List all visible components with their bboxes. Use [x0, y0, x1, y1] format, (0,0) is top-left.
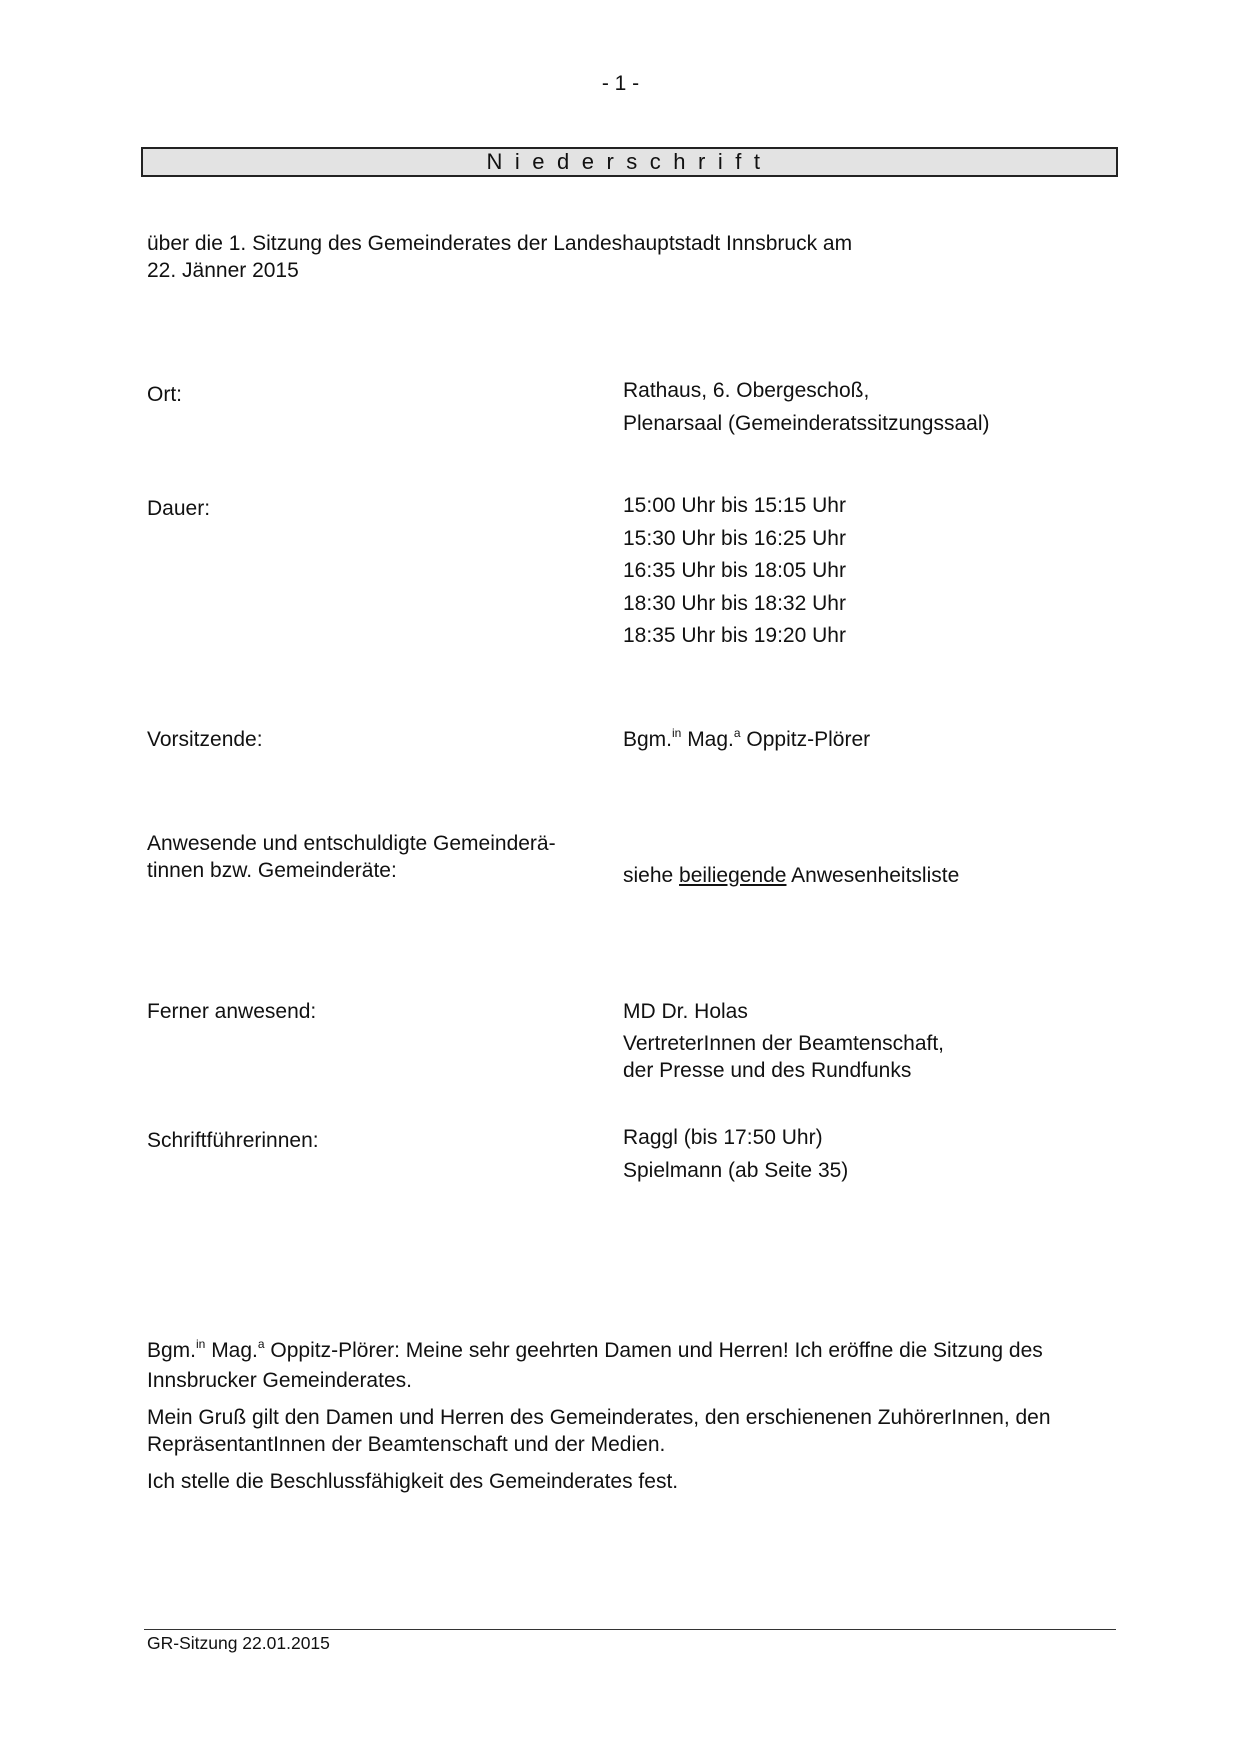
anwesende-post: Anwesenheitsliste: [786, 864, 960, 887]
speaker-name: Oppitz-Plörer:: [264, 1339, 400, 1362]
footer-divider: [144, 1629, 1116, 1630]
intro-line-2: 22. Jänner 2015: [147, 259, 299, 282]
speech-p1-text: Meine sehr geehrten Damen und Herren! Ich eröffne die Sitzung des Innsbrucker Gemeinderates.: [147, 1339, 1043, 1392]
ort-line-2: Plenarsaal (Gemeinderatssitzungssaal): [623, 411, 990, 435]
speaker-mag-sup: a: [257, 1337, 265, 1351]
schrift-label: Schriftführerinnen:: [147, 1129, 319, 1152]
schrift-line-2: Spielmann (ab Seite 35): [623, 1158, 849, 1182]
ort-line-1: Rathaus, 6. Obergeschoß,: [623, 379, 870, 402]
page-number: - 1 -: [601, 72, 640, 95]
speaker-mag: Mag.: [205, 1339, 258, 1362]
speech-paragraph-2: Mein Gruß gilt den Damen und Herren des Gemeinderates, den erschienenen ZuhörerInnen, den RepräsentantInnen der Beamtenschaft und der Medien.: [147, 1406, 1051, 1456]
ferner-label: Ferner anwesend:: [147, 1000, 317, 1023]
chair-name: Oppitz-Plörer: [740, 728, 871, 751]
intro-text: [147, 230, 1107, 284]
title-bgm: Bgm.: [623, 728, 673, 751]
dauer-time-2: 15:30 Uhr bis 16:25 Uhr: [623, 526, 846, 550]
speech-text: [147, 1337, 1107, 1505]
ferner-line-1: MD Dr. Holas: [623, 1000, 748, 1023]
intro-line-1: über die 1. Sitzung des Gemeinderates der Landeshauptstadt Innsbruck am: [147, 232, 853, 255]
speaker-bgm-sup: in: [196, 1337, 206, 1351]
anwesende-label-line-2: tinnen bzw. Gemeinderäte:: [147, 859, 397, 882]
anwesende-value: [623, 862, 959, 889]
speech-paragraph-3: Ich stelle die Beschlussfähigkeit des Gemeinderates fest.: [147, 1470, 679, 1493]
anwesende-underlined: beiliegende: [679, 864, 787, 887]
ferner-line-2: VertreterInnen der Beamtenschaft,: [623, 1032, 945, 1055]
title-bgm-sup: in: [672, 726, 682, 740]
dauer-label: Dauer:: [147, 497, 211, 520]
anwesende-pre: siehe: [623, 864, 680, 887]
title-mag: Mag.: [681, 728, 734, 751]
dauer-time-4: 18:30 Uhr bis 18:32 Uhr: [623, 591, 846, 615]
dauer-time-5: 18:35 Uhr bis 19:20 Uhr: [623, 624, 846, 647]
anwesende-label: [147, 830, 556, 884]
anwesende-label-line-1: Anwesende und entschuldigte Gemeinderä-: [147, 832, 556, 855]
ort-value: [623, 375, 990, 440]
title-mag-sup: a: [733, 726, 741, 740]
speech-paragraph-1: [147, 1337, 1107, 1394]
ferner-value: [623, 998, 944, 1084]
vorsitzende-label: Vorsitzende:: [147, 728, 263, 751]
schrift-value: [623, 1122, 848, 1187]
document-title: Niederschrift: [141, 147, 1118, 177]
ferner-line-3: der Presse und des Rundfunks: [623, 1059, 912, 1082]
dauer-time-3: 16:35 Uhr bis 18:05 Uhr: [623, 559, 846, 582]
schrift-line-1: Raggl (bis 17:50 Uhr): [623, 1126, 823, 1149]
speaker-bgm: Bgm.: [147, 1339, 197, 1362]
dauer-time-1: 15:00 Uhr bis 15:15 Uhr: [623, 494, 846, 517]
ort-label: Ort:: [147, 383, 182, 406]
vorsitzende-value: [623, 726, 870, 756]
footer-text: GR-Sitzung 22.01.2015: [147, 1633, 330, 1653]
dauer-times: [623, 490, 846, 653]
